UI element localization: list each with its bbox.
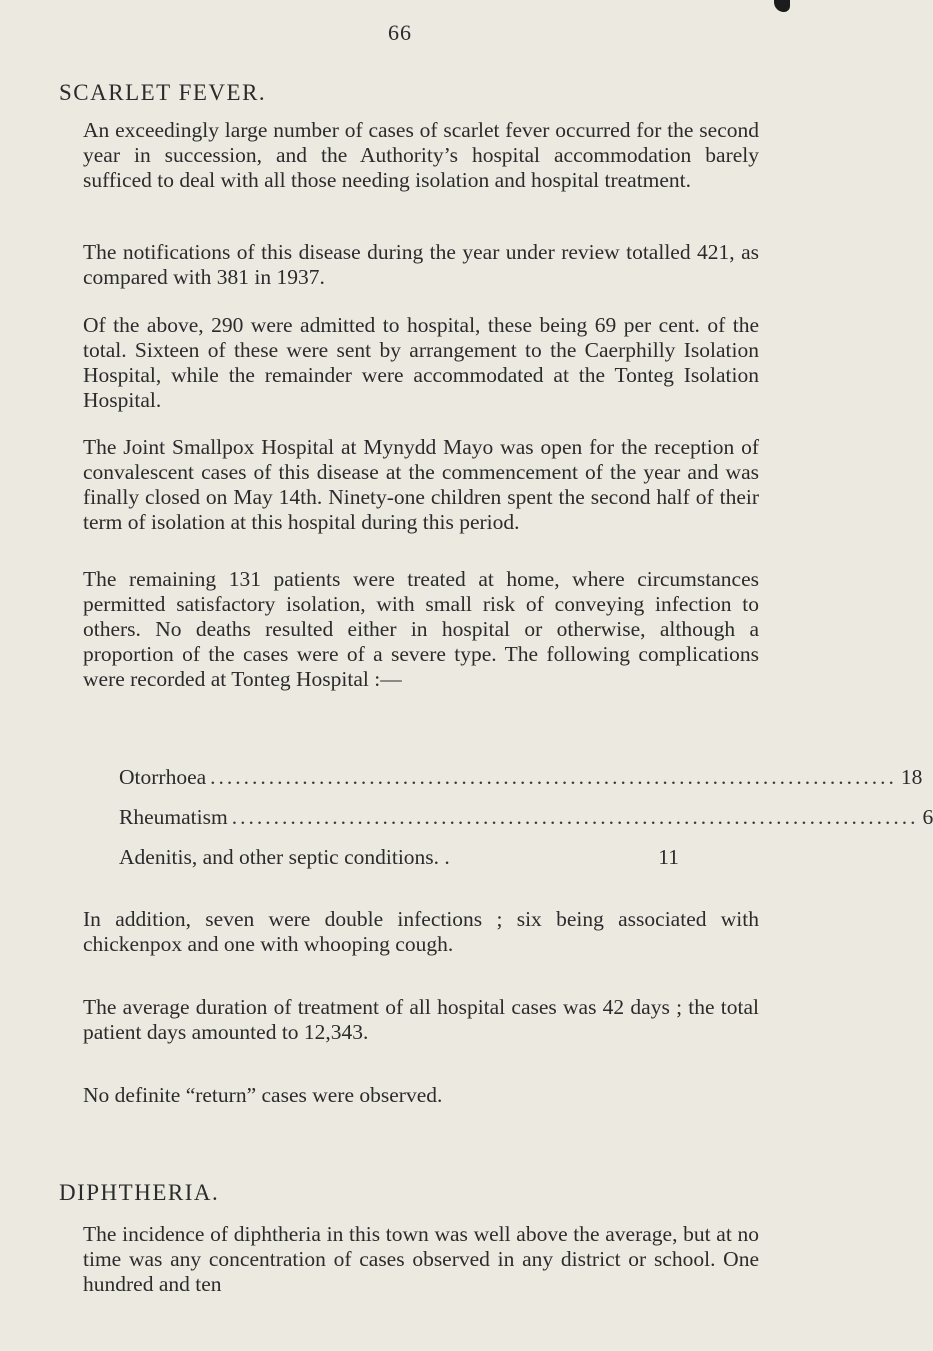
scarlet-fever-paragraph-3 [59, 313, 759, 413]
heading-diphtheria: DIPHTHERIA. [59, 1180, 220, 1205]
scarlet-fever-paragraph-7-text: The average duration of treatment of all hospital cases was 42 days ; the total patient days amounted to 12,343. [83, 995, 759, 1044]
scarlet-fever-paragraph-1 [59, 118, 759, 193]
scarlet-fever-paragraph-8 [59, 1083, 759, 1108]
complication-row [119, 797, 933, 837]
scarlet-fever-paragraph-8-text: No definite “return” cases were observed. [83, 1083, 443, 1107]
complication-label: Otorrhoea [119, 764, 207, 789]
scarlet-fever-paragraph-3-text: Of the above, 290 were admitted to hospital, these being 69 per cent. of the total. Sixteen of these were sent by arrangement to the Caerphilly Isolation Hospital, while the remainder were accommodated at the Tonteg Isolation Hospital. [83, 313, 759, 412]
leader-dots: .................................................................................. [231, 804, 919, 829]
scarlet-fever-paragraph-5-text: The remaining 131 patients were treated at home, where circumstances permitted satisfactory isolation, with small risk of conveying infection to others. No deaths resulted either in hospital or otherwise, although a proportion of the cases were of a severe type. The following complications were recorded at Tonteg Hospital :— [83, 567, 759, 691]
complication-count: 18 [900, 764, 923, 789]
diphtheria-paragraph-1-text: The incidence of diphtheria in this town was well above the average, but at no time was any concentration of cases observed in any district or school. One hundred and ten [83, 1222, 759, 1296]
complication-label: Rheumatism [119, 804, 228, 829]
complication-count: 6 [922, 804, 933, 829]
heading-scarlet-fever: SCARLET FEVER. [59, 80, 267, 105]
page-number: 66 [388, 20, 412, 45]
diphtheria-paragraph-1 [59, 1222, 759, 1297]
complication-count: 11 [658, 844, 679, 869]
complication-row [119, 837, 679, 877]
scarlet-fever-paragraph-2-text: The notifications of this disease during the year under review totalled 421, as compared with 381 in 1937. [83, 240, 759, 289]
complications-list [119, 757, 933, 877]
scarlet-fever-paragraph-6-text: In addition, seven were double infections ; six being associated with chickenpox and one with whooping cough. [83, 907, 759, 956]
scarlet-fever-paragraph-7 [59, 995, 759, 1045]
scarlet-fever-paragraph-6 [59, 907, 759, 957]
leader-dots: .................................................................................. [210, 764, 897, 789]
complication-label: Adenitis, and other septic conditions. . [119, 844, 450, 869]
complication-row [119, 757, 923, 797]
scarlet-fever-paragraph-1-text: An exceedingly large number of cases of scarlet fever occurred for the second year in succession, and the Authority’s hospital accommodation barely sufficed to deal with all those needing isolation and hospital treatment. [83, 118, 759, 192]
scarlet-fever-paragraph-2 [59, 240, 759, 290]
page-corner-mark [774, 0, 790, 12]
scarlet-fever-paragraph-5 [59, 567, 759, 692]
scarlet-fever-paragraph-4 [59, 435, 759, 535]
scarlet-fever-paragraph-4-text: The Joint Smallpox Hospital at Mynydd Mayo was open for the reception of convalescent cases of this disease at the commencement of the year and was finally closed on May 14th. Ninety-one children spent the second half of their term of isolation at this hospital during this period. [83, 435, 759, 534]
